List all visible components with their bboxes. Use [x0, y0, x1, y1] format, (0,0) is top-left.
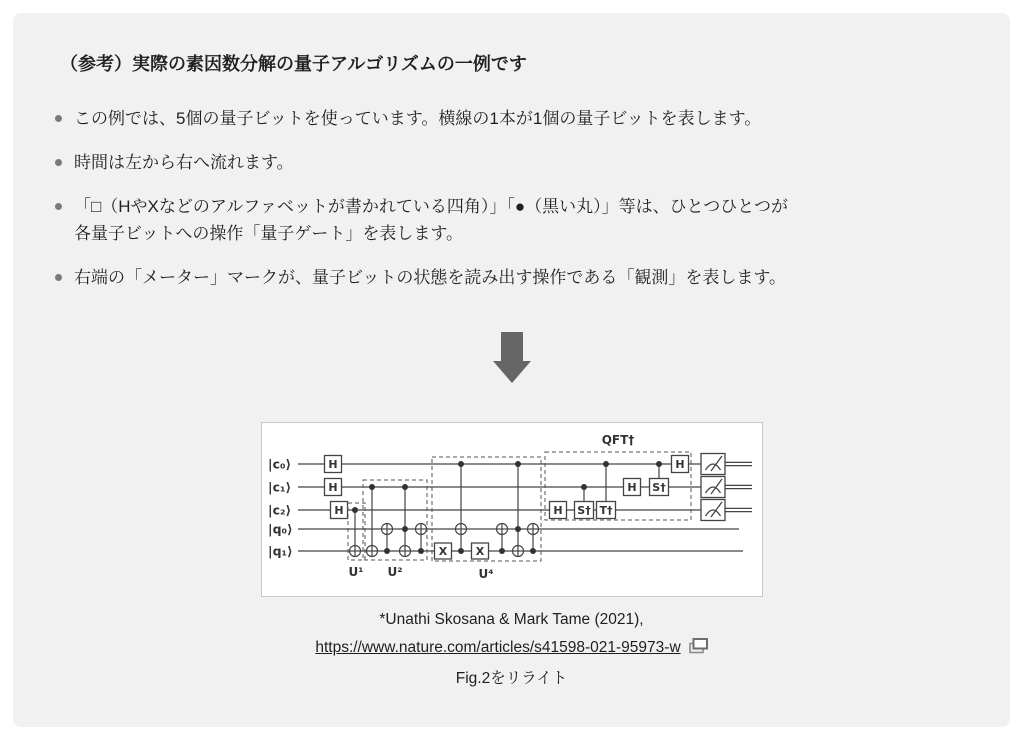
slide-card	[13, 13, 1010, 727]
bullet-item-1	[60, 105, 963, 132]
svg-text:H: H	[327, 481, 338, 494]
article-link[interactable]: https://www.nature.com/articles/s41598-021-95973-w	[315, 639, 681, 656]
bullet-text: 右端の「メーター」マークが、量子ビットの状態を読み出す操作である「観測」を表します。	[74, 268, 786, 287]
svg-text:X: X	[475, 545, 484, 558]
gate-h	[324, 456, 341, 473]
svg-text:H: H	[333, 504, 344, 517]
qubit-label-c0: |c₀⟩	[267, 456, 291, 472]
bullet-item-2	[60, 149, 963, 176]
svg-text:H: H	[327, 458, 338, 471]
bullet-dot-icon	[55, 115, 62, 122]
gate-t-dagger	[596, 502, 615, 519]
bullet-list	[60, 105, 963, 291]
open-in-new-window-icon[interactable]	[688, 637, 708, 665]
gate-h	[549, 502, 566, 519]
caption-authors: *Unathi Skosana & Mark Tame (2021),	[379, 611, 644, 628]
gate-h	[623, 479, 640, 496]
bullet-item-4	[60, 264, 963, 291]
svg-text:S†: S†	[651, 481, 666, 494]
gate-boxes	[324, 456, 688, 560]
dashed-blocks	[348, 452, 691, 561]
gate-s-dagger	[574, 502, 593, 519]
block-label-u1: U¹	[348, 565, 363, 579]
caption-link-line	[60, 634, 963, 665]
block-label-u2: U²	[387, 565, 402, 579]
meter-icon	[701, 477, 725, 498]
gate-s-dagger	[649, 479, 668, 496]
caption-note: Fig.2をリライト	[455, 670, 568, 687]
block-label-qft: QFT†	[601, 433, 634, 447]
meter-icon	[701, 500, 725, 521]
svg-text:H: H	[626, 481, 637, 494]
quantum-circuit-svg	[262, 423, 762, 591]
bullet-dot-icon	[55, 159, 62, 166]
figure-caption	[60, 606, 963, 693]
bullet-text: 「□（HやXなどのアルファベットが書かれている四角）」「●（黒い丸）」等は、ひとつひとつが 各量子ビットへの操作「量子ゲート」を表します。	[74, 197, 788, 243]
down-arrow-icon	[493, 332, 531, 388]
qubit-label-c1: |c₁⟩	[267, 479, 291, 495]
qubit-label-q0: |q₀⟩	[267, 521, 293, 537]
qubit-label-c2: |c₂⟩	[267, 502, 291, 518]
qubit-labels	[268, 457, 293, 559]
svg-text:H: H	[674, 458, 685, 471]
qubit-label-q1: |q₁⟩	[267, 543, 293, 559]
svg-text:X: X	[438, 545, 447, 558]
gate-h	[330, 502, 347, 519]
svg-text:T†: T†	[598, 504, 613, 517]
meter-icon	[701, 454, 725, 475]
bullet-item-3	[60, 193, 963, 247]
block-label-u4: U⁴	[478, 567, 493, 581]
bullet-text: この例では、5個の量子ビットを使っています。横線の1本が1個の量子ビットを表します。	[74, 109, 762, 128]
circuit-figure	[261, 422, 763, 597]
svg-text:S†: S†	[576, 504, 591, 517]
svg-text:H: H	[552, 504, 563, 517]
gate-x	[471, 543, 488, 559]
gate-h	[324, 479, 341, 496]
bullet-dot-icon	[55, 274, 62, 281]
bullet-text: 時間は左から右へ流れます。	[74, 153, 294, 172]
bullet-dot-icon	[55, 203, 62, 210]
classical-wires	[725, 462, 752, 511]
measure-meter-icons	[701, 454, 725, 521]
page-title: （参考）実際の素因数分解の量子アルゴリズムの一例です	[60, 54, 527, 74]
gate-h	[671, 456, 688, 473]
gate-x	[434, 543, 451, 559]
